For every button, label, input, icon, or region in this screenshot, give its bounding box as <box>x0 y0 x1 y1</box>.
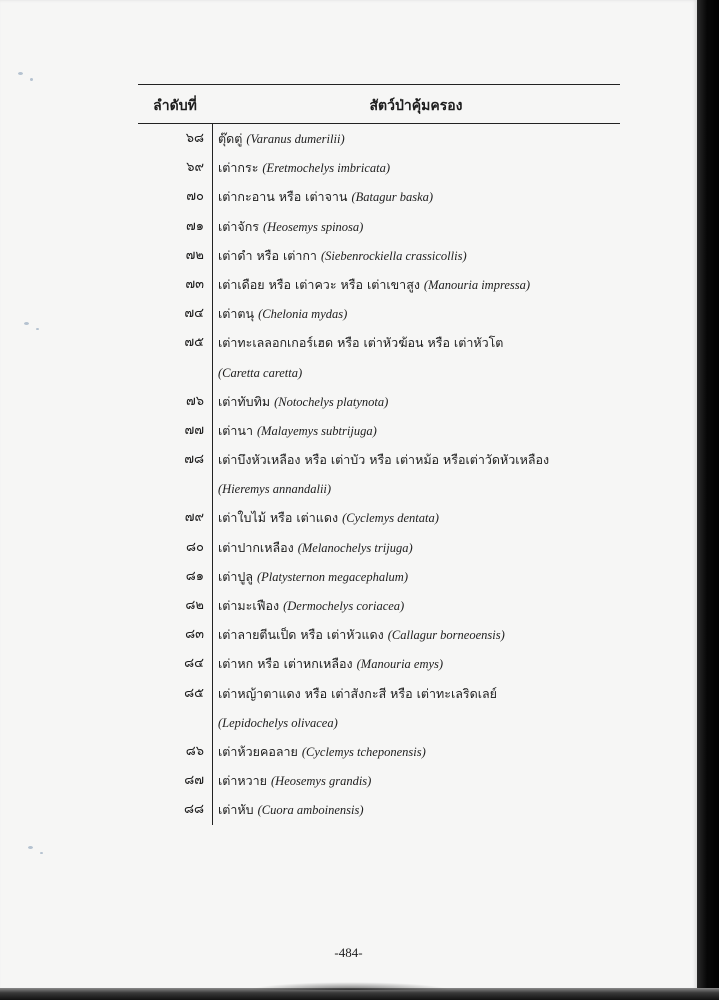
margin-speck <box>28 846 33 849</box>
row-animal-name <box>218 299 620 329</box>
row-animal-name <box>218 533 620 563</box>
row-number: ๗๓ <box>185 276 204 292</box>
scientific-name: (Lepidochelys olivacea) <box>218 715 338 730</box>
scientific-name: (Dermochelys coriacea) <box>283 599 405 613</box>
thai-name: เต่าปากเหลือง <box>218 539 294 555</box>
row-number: ๘๐ <box>186 539 204 555</box>
scientific-name: (Heosemys grandis) <box>271 774 372 789</box>
scientific-name: (Cyclemys dentata) <box>342 511 439 526</box>
table-row <box>138 795 620 824</box>
scientific-name: (Cyclemys tcheponensis) <box>301 744 426 759</box>
row-animal-name <box>218 445 620 475</box>
table-row <box>138 533 620 562</box>
thai-name: ตุ๊ดตู่ <box>218 131 243 146</box>
table-row <box>138 649 620 678</box>
scientific-name: (Heosemys spinosa) <box>263 219 364 234</box>
row-animal-name <box>218 358 620 388</box>
row-animal-name <box>218 124 620 154</box>
margin-speck <box>18 72 23 75</box>
row-animal-name <box>218 795 620 825</box>
thai-name: เต่าทะเลลอกเกอร์เฮด หรือ เต่าหัวฆ้อน หรือ เต่าหัวโต <box>218 335 504 351</box>
table-row <box>138 503 620 532</box>
margin-speck <box>30 78 33 81</box>
row-number: ๘๔ <box>184 656 204 672</box>
table-row <box>138 328 620 357</box>
table-row <box>138 124 620 153</box>
scientific-name: (Eretmochelys imbricata) <box>262 161 391 176</box>
table-row <box>138 358 620 387</box>
thai-name: เต่ากะอาน หรือ เต่าจาน <box>218 189 348 205</box>
thai-name: เต่าห้วยคอลาย <box>218 743 298 759</box>
scientific-name: (Manouria impressa) <box>423 277 531 292</box>
row-number: ๗๘ <box>184 452 204 468</box>
row-number: ๗๒ <box>185 247 204 263</box>
scientific-name: (Notochelys platynota) <box>274 394 389 409</box>
scientific-name: (Chelonia mydas) <box>258 307 348 322</box>
scientific-name: (Siebenrockiella crassicollis) <box>320 248 467 263</box>
thai-name: เต่าหับ <box>218 802 254 818</box>
scientific-name: (Platysternon megacephalum) <box>257 569 409 584</box>
table-row <box>138 766 620 795</box>
scanner-edge-right <box>697 0 719 1000</box>
row-number: ๘๓ <box>185 627 204 643</box>
row-number: ๘๖ <box>185 743 204 759</box>
thai-name: เต่าบึงหัวเหลือง หรือ เต่าบัว หรือ เต่าหม้อ หรือเต่าวัดหัวเหลือง <box>218 452 550 468</box>
row-number: ๘๕ <box>184 685 204 701</box>
row-number: ๘๗ <box>184 773 204 789</box>
table-row <box>138 737 620 766</box>
protected-wildlife-table <box>138 84 620 825</box>
thai-name: เต่าใบไม้ หรือ เต่าแดง <box>218 510 339 526</box>
row-animal-name <box>218 182 620 212</box>
table-row <box>138 270 620 299</box>
row-animal-name <box>218 679 620 709</box>
page-number: -484- <box>334 945 363 960</box>
thai-name: เต่าจักร <box>218 218 260 234</box>
scientific-name: (Cuora amboinensis) <box>257 803 364 818</box>
thai-name: เต่าหวาย <box>218 773 268 789</box>
row-animal-name <box>218 737 620 767</box>
table-body <box>138 124 620 825</box>
thai-name: เต่าลายตีนเป็ด หรือ เต่าหัวแดง <box>218 627 384 643</box>
table-row <box>138 299 620 328</box>
scientific-name: (Callagur borneoensis) <box>387 628 505 643</box>
row-animal-name <box>218 649 620 679</box>
table-row <box>138 241 620 270</box>
scientific-name: (Hieremys annandalii) <box>218 482 332 497</box>
thai-name: เต่าตนุ <box>218 306 255 322</box>
row-animal-name <box>218 766 620 796</box>
thai-name: เต่านา <box>218 422 253 438</box>
row-animal-name <box>218 270 620 300</box>
row-animal-name <box>218 474 620 504</box>
scientific-name: (Batagur baska) <box>351 190 434 205</box>
table-row <box>138 153 620 182</box>
margin-speck <box>40 852 43 854</box>
table-row <box>138 212 620 241</box>
row-animal-name <box>218 562 620 592</box>
row-number: ๗๑ <box>185 218 204 234</box>
row-animal-name <box>218 620 620 650</box>
binding-shadow <box>250 982 450 990</box>
scientific-name: (Varanus dumerilii) <box>246 132 345 146</box>
thai-name: เต่าเดือย หรือ เต่าควะ หรือ เต่าเขาสูง <box>218 276 420 292</box>
thai-name: เต่ากระ <box>218 160 259 176</box>
thai-name: เต่าทับทิม <box>218 393 271 409</box>
margin-speck <box>36 328 39 330</box>
table-row <box>138 474 620 503</box>
row-animal-name <box>218 387 620 417</box>
row-number: ๗๕ <box>184 335 204 351</box>
row-animal-name <box>218 416 620 446</box>
row-animal-name <box>218 153 620 183</box>
row-animal-name <box>218 212 620 242</box>
table-row <box>138 416 620 445</box>
row-number: ๗๗ <box>184 422 204 438</box>
row-animal-name <box>218 328 620 358</box>
row-number: ๗๖ <box>185 393 204 409</box>
row-number: ๖๙ <box>186 160 204 176</box>
row-animal-name <box>218 591 620 621</box>
scientific-name: (Manouria emys) <box>356 657 444 672</box>
row-number: ๗๐ <box>186 189 204 205</box>
row-animal-name <box>218 503 620 533</box>
thai-name: เต่าหก หรือ เต่าหกเหลือง <box>218 656 353 672</box>
margin-speck <box>24 322 29 325</box>
table-row <box>138 445 620 474</box>
row-animal-name <box>218 708 620 738</box>
row-number: ๖๘ <box>185 131 204 146</box>
table-header <box>138 85 620 123</box>
scientific-name: (Melanochelys trijuga) <box>297 540 413 555</box>
table-row <box>138 708 620 737</box>
thai-name: เต่าปูลู <box>218 568 254 584</box>
thai-name: เต่ามะเฟือง <box>218 598 280 613</box>
row-number: ๘๑ <box>185 568 204 584</box>
header-animal: สัตว์ป่าคุ้มครอง <box>369 98 463 114</box>
table-row <box>138 620 620 649</box>
table-row <box>138 591 620 620</box>
table-row <box>138 562 620 591</box>
row-number: ๗๔ <box>184 306 204 322</box>
header-number: ลำดับที่ <box>153 98 197 114</box>
scientific-name: (Caretta caretta) <box>218 365 303 380</box>
row-number: ๘๘ <box>183 802 204 818</box>
thai-name: เต่าดำ หรือ เต่ากา <box>218 247 317 263</box>
thai-name: เต่าหญ้าตาแดง หรือ เต่าสังกะสี หรือ เต่าทะเลริดเลย์ <box>218 685 497 701</box>
row-number: ๘๒ <box>185 598 204 613</box>
row-animal-name <box>218 241 620 271</box>
table-row <box>138 182 620 211</box>
row-number: ๗๙ <box>184 510 204 526</box>
table-row <box>138 387 620 416</box>
scientific-name: (Malayemys subtrijuga) <box>256 423 377 438</box>
table-row <box>138 679 620 708</box>
